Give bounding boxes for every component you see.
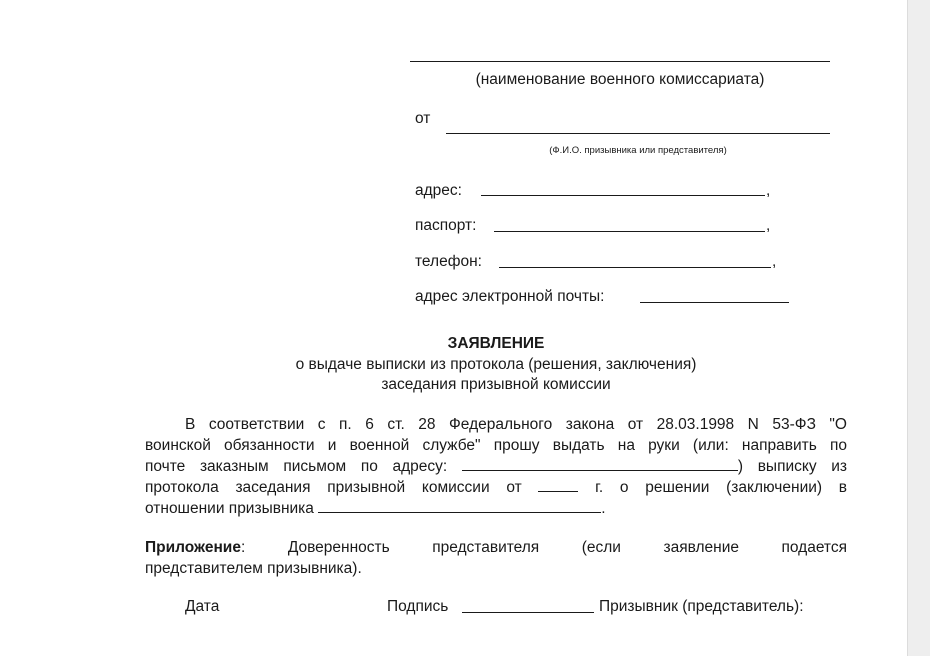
passport-line [494, 231, 765, 232]
email-line [640, 302, 789, 303]
fio-caption: (Ф.И.О. призывника или представителя) [549, 145, 727, 156]
signature-label: Подпись [387, 598, 449, 615]
conscript-name-blank [318, 498, 601, 513]
fio-line [446, 133, 830, 134]
phone-line [499, 267, 771, 268]
commissariat-caption: (наименование военного комиссариата) [475, 71, 765, 88]
body-line-3: почте заказным письмом по адресу: ) выписку из [145, 458, 847, 475]
appendix-paragraph [145, 537, 847, 579]
phone-label: телефон: [415, 253, 482, 270]
signature-line [462, 612, 594, 613]
address-label: адрес: [415, 182, 462, 199]
date-blank [538, 477, 578, 492]
passport-label: паспорт: [415, 217, 477, 234]
body-line-2: воинской обязанности и военной службе" прошу выдать на руки (или: направить по [145, 437, 847, 454]
document-title: ЗАЯВЛЕНИЕ [447, 335, 545, 352]
body-line-1: В соответствии с п. 6 ст. 28 Федерального закона от 28.03.1998 N 53-ФЗ "О [185, 416, 847, 433]
date-label: Дата [185, 598, 220, 615]
appendix-line-1: Приложение: Доверенность представителя (если заявление подается [145, 539, 847, 556]
title-line-1: о выдаче выписки из протокола (решения, заключения) [295, 356, 697, 373]
appendix-line-2: представителем призывника). [145, 560, 362, 577]
body-paragraph [145, 414, 847, 519]
address-line [481, 195, 765, 196]
address-comma: , [766, 182, 771, 199]
right-scroll-gutter [907, 0, 930, 656]
commissariat-name-line [410, 61, 830, 62]
title-line-2: заседания призывной комиссии [381, 376, 611, 393]
body-line-4: протокола заседания призывной комиссии от г. о решении (заключении) в [145, 479, 847, 496]
email-label: адрес электронной почты: [415, 288, 605, 305]
phone-comma: , [772, 253, 777, 270]
mail-address-blank [462, 456, 738, 471]
body-line-5: отношении призывника . [145, 500, 606, 517]
conscript-label: Призывник (представитель): [599, 598, 804, 615]
from-label: от [415, 110, 431, 127]
passport-comma: , [766, 217, 771, 234]
appendix-label: Приложение [145, 539, 241, 556]
